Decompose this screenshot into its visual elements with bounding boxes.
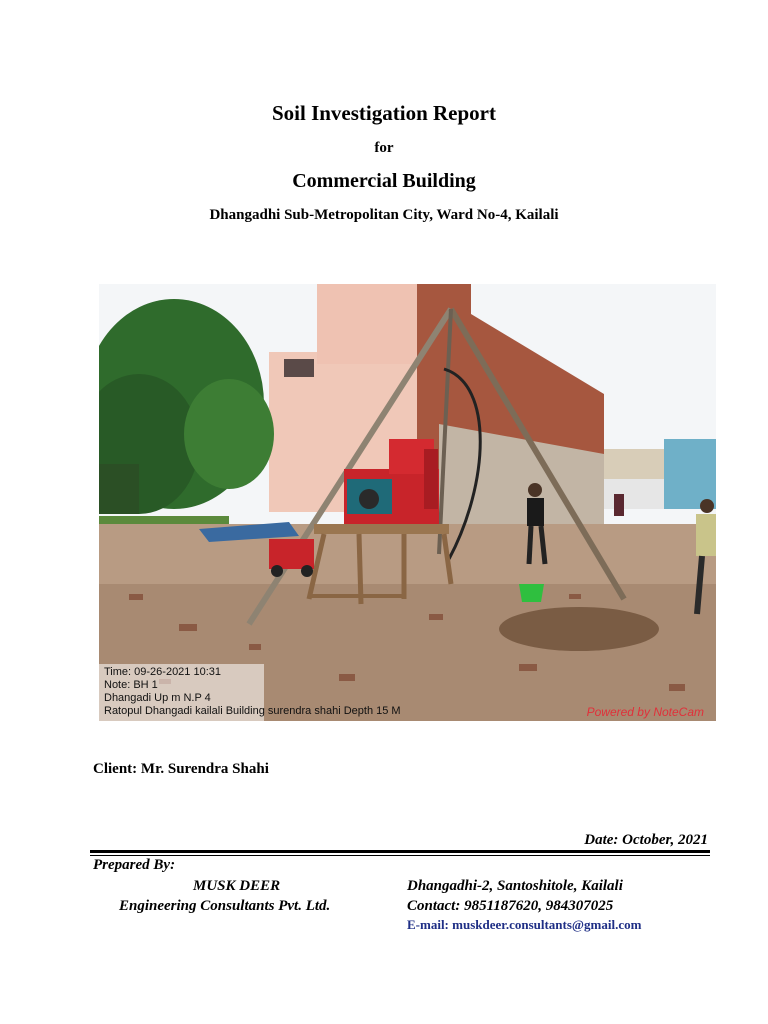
- drilling-site-illustration: [99, 284, 716, 721]
- stamp-note: Note: BH 1: [104, 679, 158, 691]
- stamp-details: Ratopul Dhangadi kailali Building surendra shahi Depth 15 M: [104, 705, 401, 717]
- company-address: Dhangadhi-2, Santoshitole, Kailali: [407, 878, 623, 894]
- company-email[interactable]: E-mail: muskdeer.consultants@gmail.com: [407, 917, 642, 932]
- company-name: MUSK DEER: [193, 878, 281, 894]
- prepared-by-label: Prepared By:: [93, 857, 176, 873]
- watermark: Powered by NoteCam: [586, 705, 704, 719]
- company-contact: Contact: 9851187620, 984307025: [407, 898, 614, 914]
- report-title: Soil Investigation Report: [271, 101, 496, 125]
- stamp-time: Time: 09-26-2021 10:31: [104, 666, 221, 678]
- divider-thick: [90, 850, 710, 853]
- site-location: Dhangadhi Sub-Metropolitan City, Ward No-4, Kailali: [209, 207, 559, 223]
- site-photo: [99, 284, 716, 721]
- client-name: Client: Mr. Surendra Shahi: [93, 761, 269, 777]
- report-subject: Commercial Building: [292, 170, 476, 192]
- divider-thin: [90, 855, 710, 856]
- company-subtitle: Engineering Consultants Pvt. Ltd.: [119, 898, 331, 914]
- report-date: Date: October, 2021: [584, 832, 708, 848]
- stamp-place: Dhangadi Up m N.P 4: [104, 692, 211, 704]
- for-word: for: [374, 140, 394, 156]
